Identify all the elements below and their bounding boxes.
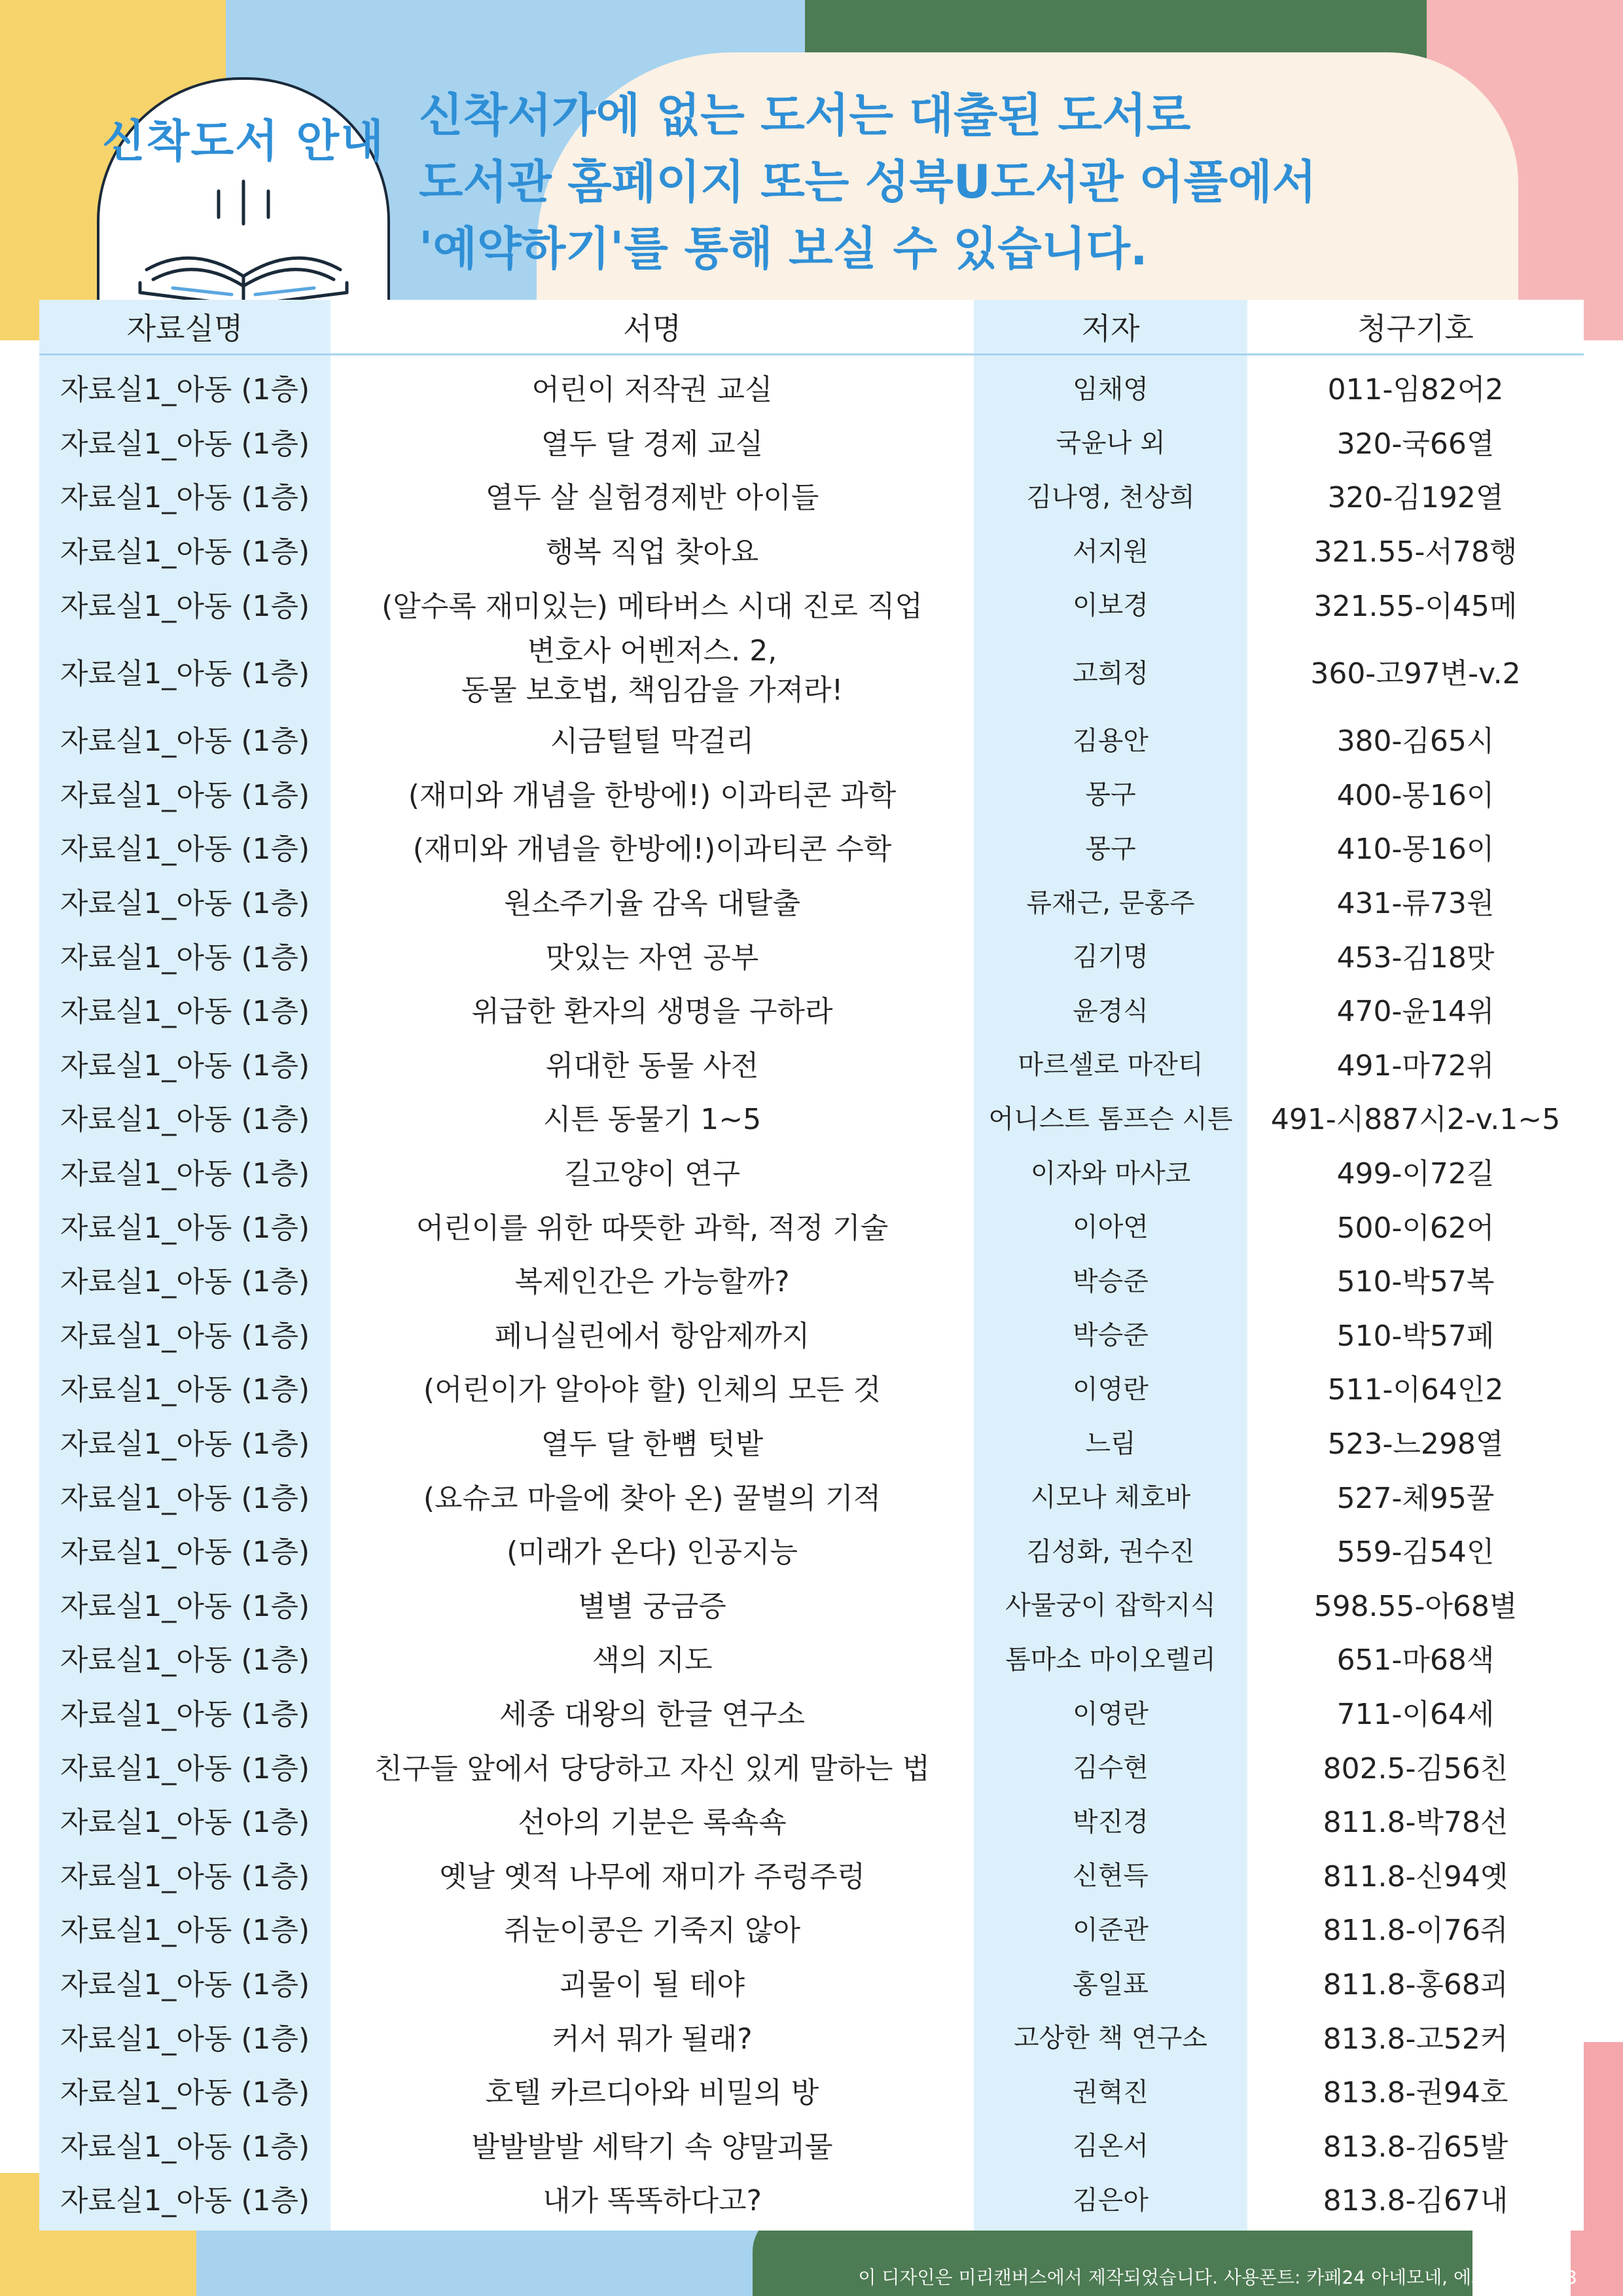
author-cell: 김용안 (1073, 725, 1149, 756)
headline-line-1: 신착서가에 없는 도서는 대출된 도서로 (419, 88, 1191, 142)
title-cell: 열두 달 한뼘 텃밭 (541, 1427, 764, 1462)
title-cell: 변호사 어벤저스. 2, 동물 보호법, 책임감을 가져라! (461, 634, 844, 707)
call-number-cell: 491-마72위 (1336, 1049, 1495, 1083)
title-cell: 위급한 환자의 생명을 구하라 (471, 995, 833, 1029)
header-call-number: 청구기호 (1357, 311, 1474, 346)
room-cell: 자료실1_아동 (1층) (60, 2184, 310, 2218)
room-cell: 자료실1_아동 (1층) (60, 941, 310, 975)
author-cell: 서지원 (1073, 536, 1149, 567)
room-cell: 자료실1_아동 (1층) (60, 2076, 310, 2110)
header-author: 저자 (1081, 311, 1140, 346)
title-cell: 시튼 동물기 1~5 (543, 1103, 762, 1137)
author-cell: 홍일표 (1073, 1969, 1149, 2000)
headline-line-2: 도서관 홈페이지 또는 성북U도서관 어플에서 (419, 155, 1317, 209)
title-cell: (알수록 재미있는) 메타버스 시대 진로 직업 (382, 589, 923, 623)
title-cell: 열두 살 실험경제반 아이들 (485, 481, 819, 515)
room-cell: 자료실1_아동 (1층) (60, 995, 310, 1029)
author-cell: 마르셀로 마잔티 (1018, 1050, 1204, 1081)
call-number-cell: 711-이64세 (1336, 1698, 1495, 1732)
call-number-cell: 598.55-아68별 (1313, 1589, 1518, 1623)
call-number-cell: 453-김18맛 (1336, 941, 1495, 975)
title-cell: (미래가 온다) 인공지능 (507, 1535, 798, 1570)
title-cell: 색의 지도 (592, 1643, 713, 1677)
call-number-cell: 410-몽16이 (1336, 833, 1495, 867)
room-cell: 자료실1_아동 (1층) (60, 1535, 310, 1570)
title-cell: 커서 뭐가 될래? (552, 2022, 753, 2056)
room-cell: 자료실1_아동 (1층) (60, 887, 310, 921)
room-cell: 자료실1_아동 (1층) (60, 2130, 310, 2164)
author-cell: 김수현 (1073, 1753, 1149, 1784)
call-number-cell: 491-시887시2-v.1~5 (1270, 1103, 1561, 1137)
room-cell: 자료실1_아동 (1층) (60, 1319, 310, 1353)
title-cell: 행복 직업 찾아요 (545, 535, 759, 569)
room-cell: 자료실1_아동 (1층) (60, 1103, 310, 1137)
room-cell: 자료실1_아동 (1층) (60, 657, 310, 691)
title-cell: 호텔 카르디아와 비밀의 방 (485, 2076, 819, 2110)
title-cell: 열두 달 경제 교실 (541, 427, 764, 461)
title-cell: (요슈코 마을에 찾아 온) 꿀벌의 기적 (423, 1481, 882, 1515)
author-cell: 김은아 (1073, 2185, 1149, 2215)
title-cell: (어린이가 알아야 할) 인체의 모든 것 (423, 1373, 882, 1407)
author-cell: 박승준 (1073, 1266, 1149, 1297)
author-cell: 신현득 (1073, 1861, 1149, 1892)
room-cell: 자료실1_아동 (1층) (60, 1157, 310, 1191)
room-cell: 자료실1_아동 (1층) (60, 833, 310, 867)
call-number-cell: 011-임82어2 (1327, 373, 1504, 407)
title-cell: 별별 궁금증 (578, 1589, 726, 1623)
call-number-cell: 811.8-박78선 (1323, 1806, 1508, 1840)
room-cell: 자료실1_아동 (1층) (60, 778, 310, 812)
title-cell: 세종 대왕의 한글 연구소 (499, 1698, 805, 1732)
title-cell: 괴물이 될 테야 (560, 1968, 745, 2002)
call-number-cell: 651-마68색 (1336, 1643, 1495, 1677)
room-cell: 자료실1_아동 (1층) (60, 589, 310, 623)
title-cell: 쥐눈이콩은 기죽지 않아 (503, 1914, 800, 1948)
title-cell: (재미와 개념을 한방에!) 이과티콘 과학 (408, 778, 897, 812)
call-number-cell: 510-박57페 (1336, 1319, 1495, 1353)
author-cell: 류재근, 문홍주 (1026, 888, 1195, 918)
call-number-cell: 523-느298열 (1327, 1427, 1504, 1462)
call-number-cell: 811.8-이76쥐 (1323, 1914, 1508, 1948)
room-cell: 자료실1_아동 (1층) (60, 1751, 310, 1785)
room-cell: 자료실1_아동 (1층) (60, 1968, 310, 2002)
badge-title: 신착도서 안내 (102, 116, 385, 168)
bg-blue-bottom (196, 2225, 785, 2296)
title-cell: 친구들 앞에서 당당하고 자신 있게 말하는 법 (374, 1751, 930, 1785)
author-cell: 고상한 책 연구소 (1014, 2023, 1207, 2054)
author-cell: 이보경 (1073, 590, 1149, 621)
headline-line-3: '예약하기'를 통해 보실 수 있습니다. (419, 222, 1148, 276)
room-cell: 자료실1_아동 (1층) (60, 481, 310, 515)
title-cell: 맛있는 자연 공부 (545, 941, 759, 975)
room-cell: 자료실1_아동 (1층) (60, 1859, 310, 1893)
author-cell: 박승준 (1073, 1320, 1149, 1351)
call-number-cell: 811.8-신94옛 (1323, 1859, 1508, 1893)
room-cell: 자료실1_아동 (1층) (60, 427, 310, 461)
author-cell: 김나영, 천상희 (1026, 482, 1195, 512)
author-cell: 사물궁이 잡학지식 (1005, 1590, 1216, 1621)
author-cell: 이영란 (1073, 1698, 1149, 1729)
author-cell: 김온서 (1073, 2131, 1149, 2162)
call-number-cell: 320-김192열 (1327, 481, 1504, 515)
header-title: 서명 (623, 311, 681, 346)
title-cell: 어린이를 위한 따뜻한 과학, 적정 기술 (416, 1211, 889, 1245)
title-cell: 발발발발 세탁기 속 양말괴물 (471, 2130, 833, 2164)
call-number-cell: 811.8-홍68괴 (1323, 1968, 1508, 2002)
book-table (39, 300, 1584, 2231)
room-cell: 자료실1_아동 (1층) (60, 1373, 310, 1407)
author-cell: 권혁진 (1073, 2077, 1149, 2108)
call-number-cell: 360-고97변-v.2 (1310, 657, 1521, 691)
call-number-cell: 813.8-김67내 (1323, 2184, 1508, 2218)
room-cell: 자료실1_아동 (1층) (60, 1914, 310, 1948)
author-cell: 이준관 (1073, 1914, 1149, 1945)
author-cell: 몽구 (1085, 833, 1136, 864)
new-books-badge (97, 77, 390, 329)
call-number-cell: 510-박57복 (1336, 1265, 1495, 1299)
author-cell: 이자와 마사코 (1030, 1158, 1191, 1189)
title-cell: 페니실린에서 항암제까지 (494, 1319, 810, 1353)
headline (419, 82, 1571, 282)
room-cell: 자료실1_아동 (1층) (60, 1427, 310, 1462)
author-cell: 몽구 (1085, 780, 1136, 810)
footer-credit: 이 디자인은 미리캔버스에서 제작되었습니다. 사용폰트: 카페24 아네모네, 에스코어드림 3 (858, 2267, 1577, 2288)
title-cell: 시금털털 막걸리 (550, 725, 755, 759)
call-number-cell: 559-김54인 (1336, 1535, 1495, 1570)
call-number-cell: 813.8-권94호 (1323, 2076, 1508, 2110)
room-cell: 자료실1_아동 (1층) (60, 1698, 310, 1732)
table-header (39, 300, 1584, 355)
call-number-cell: 813.8-김65발 (1323, 2130, 1508, 2164)
room-cell: 자료실1_아동 (1층) (60, 2022, 310, 2056)
room-cell: 자료실1_아동 (1층) (60, 725, 310, 759)
author-cell: 어니스트 톰프슨 시튼 (988, 1103, 1233, 1134)
title-cell: 내가 똑똑하다고? (543, 2184, 762, 2218)
author-cell: 톰마소 마이오렐리 (1005, 1644, 1216, 1675)
author-cell: 이영란 (1073, 1374, 1149, 1405)
room-cell: 자료실1_아동 (1층) (60, 535, 310, 569)
title-cell: 복제인간은 가능할까? (514, 1265, 790, 1299)
title-cell: 길고양이 연구 (563, 1157, 740, 1191)
call-number-cell: 813.8-고52커 (1323, 2022, 1508, 2056)
title-cell: 선아의 기분은 록쇽쇽 (518, 1806, 787, 1840)
call-number-cell: 499-이72길 (1336, 1157, 1495, 1191)
title-cell: 위대한 동물 사전 (545, 1049, 759, 1083)
title-cell: 원소주기율 감옥 대탈출 (503, 887, 800, 921)
call-number-cell: 320-국66열 (1336, 427, 1495, 461)
author-cell: 이아연 (1073, 1212, 1149, 1243)
call-number-cell: 802.5-김56친 (1323, 1751, 1508, 1785)
call-number-cell: 470-윤14위 (1336, 995, 1495, 1029)
author-cell: 윤경식 (1073, 996, 1149, 1026)
author-cell: 국윤나 외 (1056, 428, 1166, 459)
room-cell: 자료실1_아동 (1층) (60, 1481, 310, 1515)
author-cell: 고희정 (1073, 658, 1149, 689)
author-cell: 느림 (1085, 1428, 1136, 1459)
room-cell: 자료실1_아동 (1층) (60, 1589, 310, 1623)
author-cell: 시모나 체호바 (1030, 1482, 1191, 1513)
author-cell: 임채영 (1073, 374, 1149, 404)
room-cell: 자료실1_아동 (1층) (60, 1049, 310, 1083)
call-number-cell: 431-류73원 (1336, 887, 1495, 921)
room-cell: 자료실1_아동 (1층) (60, 1211, 310, 1245)
call-number-cell: 400-몽16이 (1336, 778, 1495, 812)
header-room: 자료실명 (126, 311, 243, 346)
title-cell: 옛날 옛적 나무에 재미가 주렁주렁 (439, 1859, 865, 1893)
call-number-cell: 511-이64인2 (1327, 1373, 1504, 1407)
call-number-cell: 321.55-서78행 (1313, 535, 1518, 569)
call-number-cell: 321.55-이45메 (1313, 589, 1518, 623)
room-cell: 자료실1_아동 (1층) (60, 1806, 310, 1840)
author-cell: 김기명 (1073, 942, 1149, 973)
title-cell: 어린이 저작권 교실 (531, 373, 773, 407)
room-cell: 자료실1_아동 (1층) (60, 1643, 310, 1677)
call-number-cell: 500-이62어 (1336, 1211, 1495, 1245)
room-cell: 자료실1_아동 (1층) (60, 1265, 310, 1299)
title-cell: (재미와 개념을 한방에!)이과티콘 수학 (412, 833, 892, 867)
author-cell: 김성화, 권수진 (1026, 1536, 1195, 1567)
call-number-cell: 527-체95꿀 (1336, 1481, 1495, 1515)
call-number-cell: 380-김65시 (1336, 725, 1495, 759)
room-cell: 자료실1_아동 (1층) (60, 373, 310, 407)
author-cell: 박진경 (1073, 1806, 1149, 1837)
